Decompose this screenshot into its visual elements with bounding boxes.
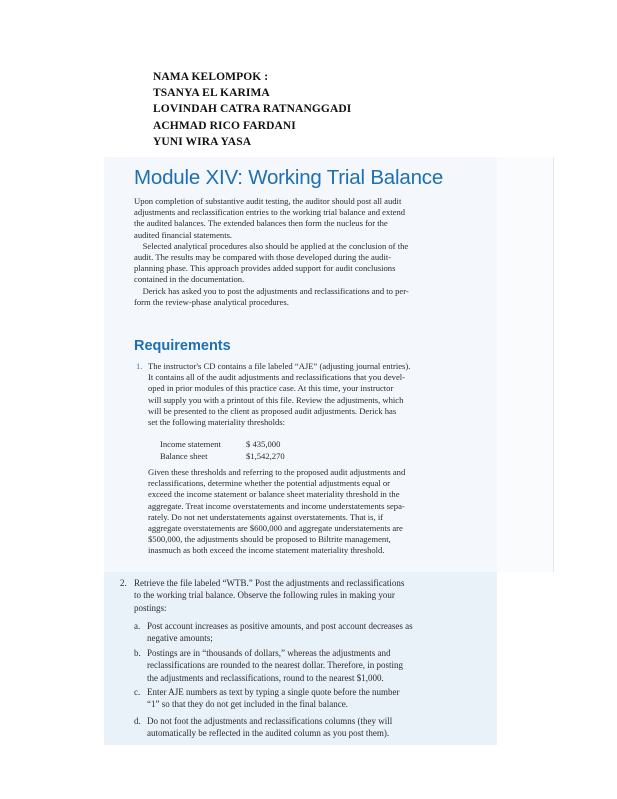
text-line: contained in the documentation. bbox=[134, 274, 245, 285]
text-line: Do not foot the adjustments and reclassifications columns (they will bbox=[147, 716, 393, 726]
text-line: Upon completion of substantive audit testing, the auditor should post all audit bbox=[134, 196, 402, 206]
text-line: “1” so that they do not get included in the final balance. bbox=[147, 699, 348, 710]
text-line: Retrieve the file labeled “WTB.” Post the adjustments and reclassifications bbox=[134, 578, 405, 588]
subitem-d bbox=[147, 715, 392, 740]
text-line: audited financial statements. bbox=[134, 229, 233, 240]
scanned-page-margin bbox=[497, 157, 554, 572]
text-line: adjustments and reclassification entries to the working trial balance and extend bbox=[134, 207, 406, 218]
text-line: rately. Do not net understatements against overstatements. That is, if bbox=[148, 511, 384, 522]
text-line: Post account increases as positive amounts, and post account decreases as bbox=[147, 621, 413, 631]
threshold-label: Balance sheet bbox=[160, 451, 208, 461]
subitem-b bbox=[147, 647, 403, 684]
text-line: set the following materiality thresholds: bbox=[148, 416, 285, 427]
text-line: the adjustments and reclassifications, round to the nearest $1,000. bbox=[147, 672, 384, 683]
requirements-heading: Requirements bbox=[134, 338, 231, 354]
text-line: Selected analytical procedures also should be applied at the conclusion of the bbox=[134, 240, 409, 251]
text-line: postings: bbox=[134, 602, 167, 613]
text-line: will supply you with a printout of this file. Review the adjustments, which bbox=[148, 394, 404, 405]
text-line: exceed the income statement or balance sheet materiality threshold in the bbox=[148, 489, 400, 500]
requirement-2-text bbox=[134, 577, 404, 614]
group-member: ACHMAD RICO FARDANI bbox=[153, 119, 296, 132]
subitem-letter: c. bbox=[134, 687, 141, 697]
text-line: It contains all of the audit adjustments and reclassifications that you devel- bbox=[148, 372, 406, 383]
subitem-letter: a. bbox=[134, 621, 141, 631]
subitem-a bbox=[147, 620, 413, 645]
threshold-value: $1,542,270 bbox=[246, 451, 285, 461]
text-line: reclassifications are rounded to the nearest dollar. Therefore, in posting bbox=[147, 660, 403, 671]
module-title: Module XIV: Working Trial Balance bbox=[134, 166, 444, 189]
group-heading: NAMA KELOMPOK : bbox=[153, 71, 269, 83]
subitem-c bbox=[147, 686, 399, 711]
text-line: the audited balances. The extended balances then form the nucleus for the bbox=[134, 218, 388, 229]
requirement-1-continued bbox=[148, 467, 405, 557]
text-line: Postings are in “thousands of dollars,” whereas the adjustments and bbox=[147, 648, 391, 658]
subitem-letter: d. bbox=[134, 716, 141, 726]
threshold-value: $ 435,000 bbox=[246, 439, 281, 449]
requirement-1-text bbox=[148, 361, 410, 428]
text-line: The instructor's CD contains a file labeled “AJE” (adjusting journal entries). bbox=[148, 361, 411, 371]
text-line: will be presented to the client as proposed audit adjustments. Derick has bbox=[148, 405, 397, 416]
text-line: Enter AJE numbers as text by typing a single quote before the number bbox=[147, 687, 400, 697]
text-line: planning phase. This approach provides added support for audit conclusions bbox=[134, 263, 396, 274]
text-line: form the review-phase analytical procedures. bbox=[134, 296, 289, 307]
text-line: to the working trial balance. Observe the following rules in making your bbox=[134, 590, 395, 601]
text-line: audit. The results may be compared with those developed during the audit- bbox=[134, 251, 392, 262]
item-number: 1. bbox=[136, 361, 143, 371]
group-member: TSANYA EL KARIMA bbox=[153, 87, 270, 100]
subitem-letter: b. bbox=[134, 648, 141, 658]
item-number: 2. bbox=[120, 578, 127, 588]
text-line: Derick has asked you to post the adjustments and reclassifications and to per- bbox=[134, 285, 409, 296]
group-member: YUNI WIRA YASA bbox=[153, 135, 252, 148]
text-line: oped in prior modules of this practice case. At this time, your instructor bbox=[148, 383, 394, 394]
threshold-label: Income statement bbox=[160, 439, 221, 449]
text-line: reclassifications, determine whether the potential adjustments equal or bbox=[148, 478, 390, 489]
text-line: $500,000, the adjustments should be proposed to Biltrite management, bbox=[148, 534, 391, 545]
group-member: LOVINDAH CATRA RATNANGGADI bbox=[153, 103, 352, 116]
text-line: aggregate. Treat income overstatements and income understatements sepa- bbox=[148, 500, 405, 511]
text-line: negative amounts; bbox=[147, 633, 213, 644]
text-line: automatically be reflected in the audited column as you post them). bbox=[147, 728, 390, 739]
text-line: aggregate overstatements are $600,000 and aggregate understatements are bbox=[148, 522, 403, 533]
text-line: inasmuch as both exceed the income statement materiality threshold. bbox=[148, 545, 385, 556]
group-members-block bbox=[153, 69, 351, 150]
intro-paragraph bbox=[134, 196, 409, 308]
text-line: Given these thresholds and referring to the proposed audit adjustments and bbox=[148, 467, 406, 477]
